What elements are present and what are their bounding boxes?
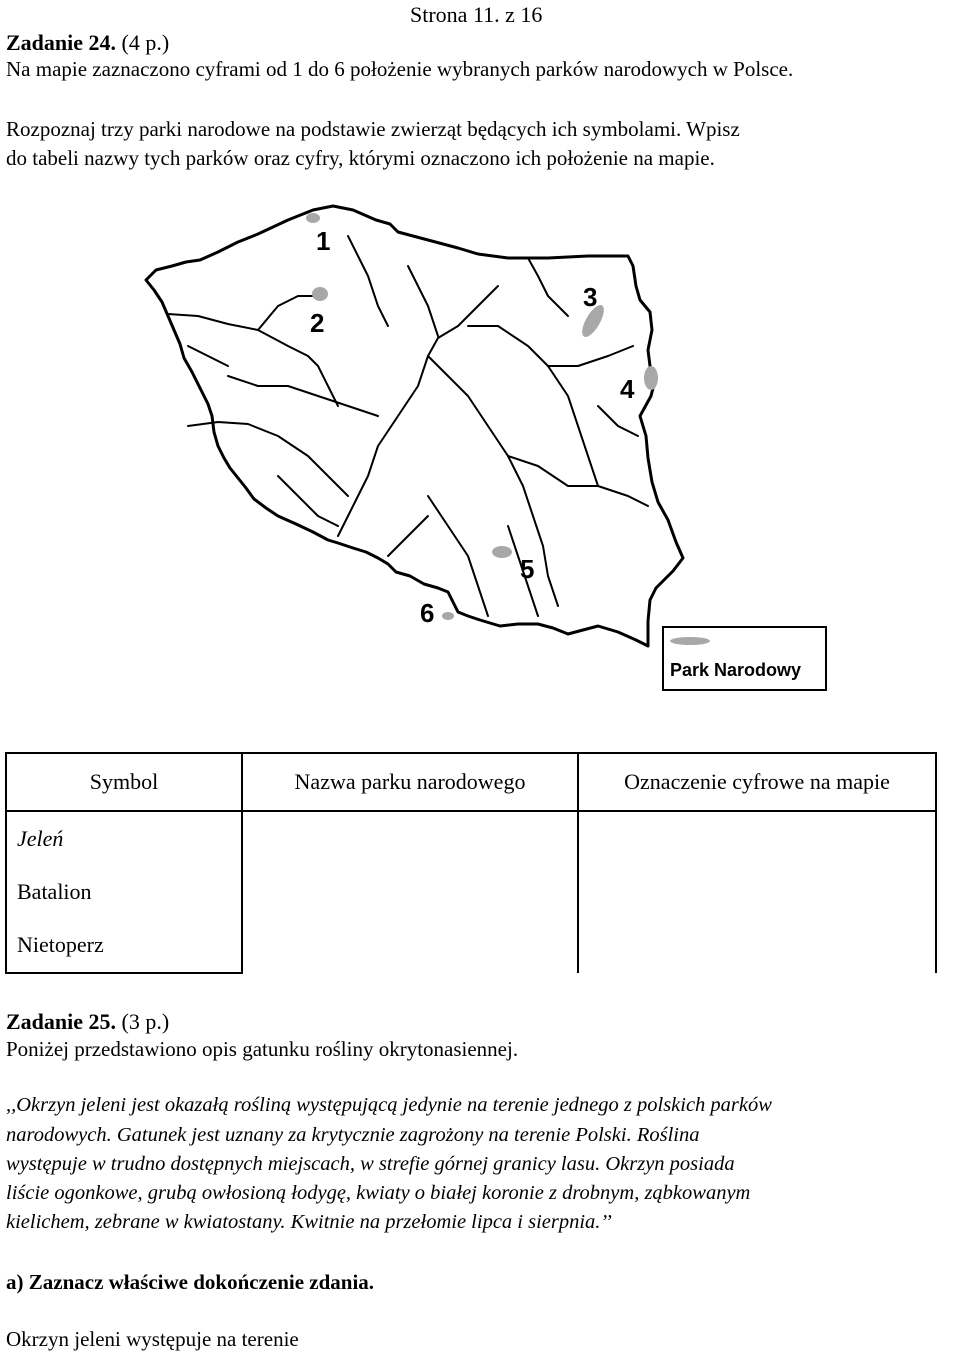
task-25-points: (3 p.) [121, 1009, 170, 1034]
quote-line-3: występuje w trudno dostępnych miejscach, w strefie górnej granicy lasu. Okrzyn posiada [6, 1153, 735, 1175]
task-24-intro: Na mapie zaznaczono cyframi od 1 do 6 położenie wybranych parków narodowych w Polsce. [6, 57, 794, 81]
header-symbol: Symbol [6, 753, 242, 811]
park-area-1 [306, 213, 320, 223]
park-area-5 [492, 546, 512, 558]
poland-parks-map [128, 196, 830, 720]
task-24-instruction-line1: Rozpoznaj trzy parki narodowe na podstawie zwierząt będących ich symbolami. Wpisz [6, 117, 740, 141]
marker-2: 2 [310, 308, 325, 338]
task-25-number: Zadanie 25. [6, 1009, 117, 1034]
page-number: Strona 11. z 16 [410, 2, 543, 27]
parks-table [5, 752, 937, 974]
marker-3: 3 [583, 282, 598, 312]
table-header-row [6, 753, 936, 811]
marker-1: 1 [316, 226, 331, 256]
task-25-intro: Poniżej przedstawiono opis gatunku rośliny okrytonasiennej. [6, 1037, 519, 1061]
rivers [168, 236, 648, 616]
task-24-instruction-line2: do tabeli nazwy tych parków oraz cyfry, którymi oznaczono ich położenie na mapie. [6, 146, 715, 170]
task-25-title [6, 1009, 169, 1035]
quote-line-2: narodowych. Gatunek jest uznany za krytycznie zagrożony na terenie Polski. Roślina [6, 1124, 700, 1146]
subtask-a-instruction: a) Zaznacz właściwe dokończenie zdania. [6, 1270, 375, 1294]
table-row [6, 811, 936, 866]
task-24-points: (4 p.) [121, 30, 170, 55]
header-map-number: Oznaczenie cyfrowe na mapie [578, 753, 936, 811]
task-24-number: Zadanie 24. [6, 30, 117, 55]
legend-park-swatch [670, 637, 710, 645]
map-number-answer-cell[interactable] [578, 811, 936, 973]
legend-label: Park Narodowy [670, 660, 802, 680]
marker-4: 4 [620, 374, 635, 404]
quote-line-4: liście ogonkowe, grubą owłosioną łodygę, kwiaty o białej koronie z drobnym, ząbkowanym [6, 1182, 751, 1204]
quote-line-5: kielichem, zebrane w kwiatostany. Kwitnie na przełomie lipca i sierpnia.’’ [6, 1211, 612, 1233]
sentence-start: Okrzyn jeleni występuje na terenie [6, 1327, 299, 1351]
marker-6: 6 [420, 598, 435, 628]
park-area-2 [312, 287, 328, 301]
header-park-name: Nazwa parku narodowego [242, 753, 578, 811]
park-area-6 [442, 612, 454, 620]
symbol-cell-batalion: Batalion [6, 866, 242, 919]
symbol-cell-jelen: Jeleń [6, 811, 242, 866]
symbol-cell-nietoperz: Nietoperz [6, 918, 242, 973]
map-legend [663, 627, 826, 690]
marker-5: 5 [520, 554, 535, 584]
country-border [146, 206, 683, 646]
task-24-title [6, 30, 169, 56]
quote-line-1: ,,Okrzyn jeleni jest okazałą rośliną występującą jedynie na terenie jednego z polskich parków [6, 1094, 772, 1116]
park-name-answer-cell[interactable] [242, 811, 578, 973]
park-area-4 [644, 366, 658, 390]
